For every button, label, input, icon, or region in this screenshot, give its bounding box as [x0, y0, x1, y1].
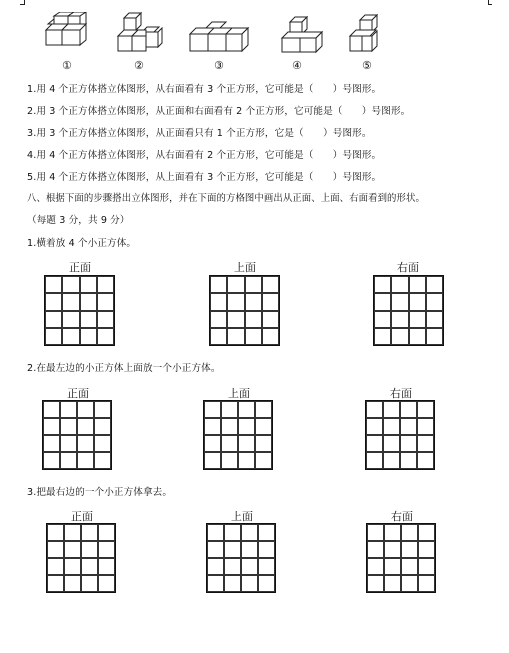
drawing-grid-right[interactable] — [366, 523, 436, 593]
cube-figure-2 — [114, 12, 166, 58]
figure-number: ① — [62, 59, 72, 72]
figure-number: ⑤ — [362, 59, 372, 72]
face-label-top: 上面 — [228, 387, 250, 400]
drawing-grid-right[interactable] — [365, 400, 435, 470]
drawing-grid-front[interactable] — [42, 400, 112, 470]
drawing-grid-top[interactable] — [206, 523, 276, 593]
cube-figure-4 — [278, 12, 326, 58]
drawing-grid-front[interactable] — [44, 275, 115, 346]
page-corner-mark — [24, 0, 25, 5]
step-3-text: 3.把最右边的一个小正方体拿去。 — [27, 487, 173, 498]
section-8-title: 八、根据下面的步骤搭出立体图形，并在下面的方格图中画出从正面、上面、右面看到的形状。 — [27, 193, 425, 204]
face-label-right: 右面 — [390, 387, 412, 400]
step-1-text: 1.横着放 4 个小正方体。 — [27, 238, 137, 249]
face-label-top: 上面 — [231, 510, 253, 523]
face-label-front: 正面 — [71, 510, 93, 523]
question-5: 5.用 4 个正方体搭立体图形，从上面看有 3 个正方形，它可能是（ ）号图形。 — [27, 172, 382, 183]
question-2: 2.用 3 个正方体搭立体图形，从正面和右面看有 2 个正方形，它可能是（ ）号图形。 — [27, 106, 411, 117]
figure-number: ③ — [214, 59, 224, 72]
drawing-grid-top[interactable] — [209, 275, 280, 346]
drawing-grid-front[interactable] — [46, 523, 116, 593]
question-1: 1.用 4 个正方体搭立体图形，从右面看有 3 个正方形，它可能是（ ）号图形。 — [27, 84, 382, 95]
cube-figure-1 — [42, 12, 94, 58]
face-label-front: 正面 — [67, 387, 89, 400]
section-8-score: （每题 3 分，共 9 分） — [27, 215, 130, 226]
cube-figure-5 — [346, 12, 386, 58]
figure-number: ② — [134, 59, 144, 72]
question-3: 3.用 3 个正方体搭立体图形，从正面看只有 1 个正方形，它是（ ）号图形。 — [27, 128, 372, 139]
figure-number: ④ — [292, 59, 302, 72]
face-label-front: 正面 — [69, 261, 91, 274]
page-corner-mark — [488, 0, 489, 5]
face-label-right: 右面 — [391, 510, 413, 523]
step-2-text: 2.在最左边的小正方体上面放一个小正方体。 — [27, 363, 221, 374]
face-label-right: 右面 — [397, 261, 419, 274]
question-4: 4.用 4 个正方体搭立体图形，从右面看有 2 个正方形，它可能是（ ）号图形。 — [27, 150, 382, 161]
face-label-top: 上面 — [234, 261, 256, 274]
drawing-grid-right[interactable] — [373, 275, 444, 346]
drawing-grid-top[interactable] — [203, 400, 273, 470]
cube-figure-3 — [186, 12, 250, 58]
